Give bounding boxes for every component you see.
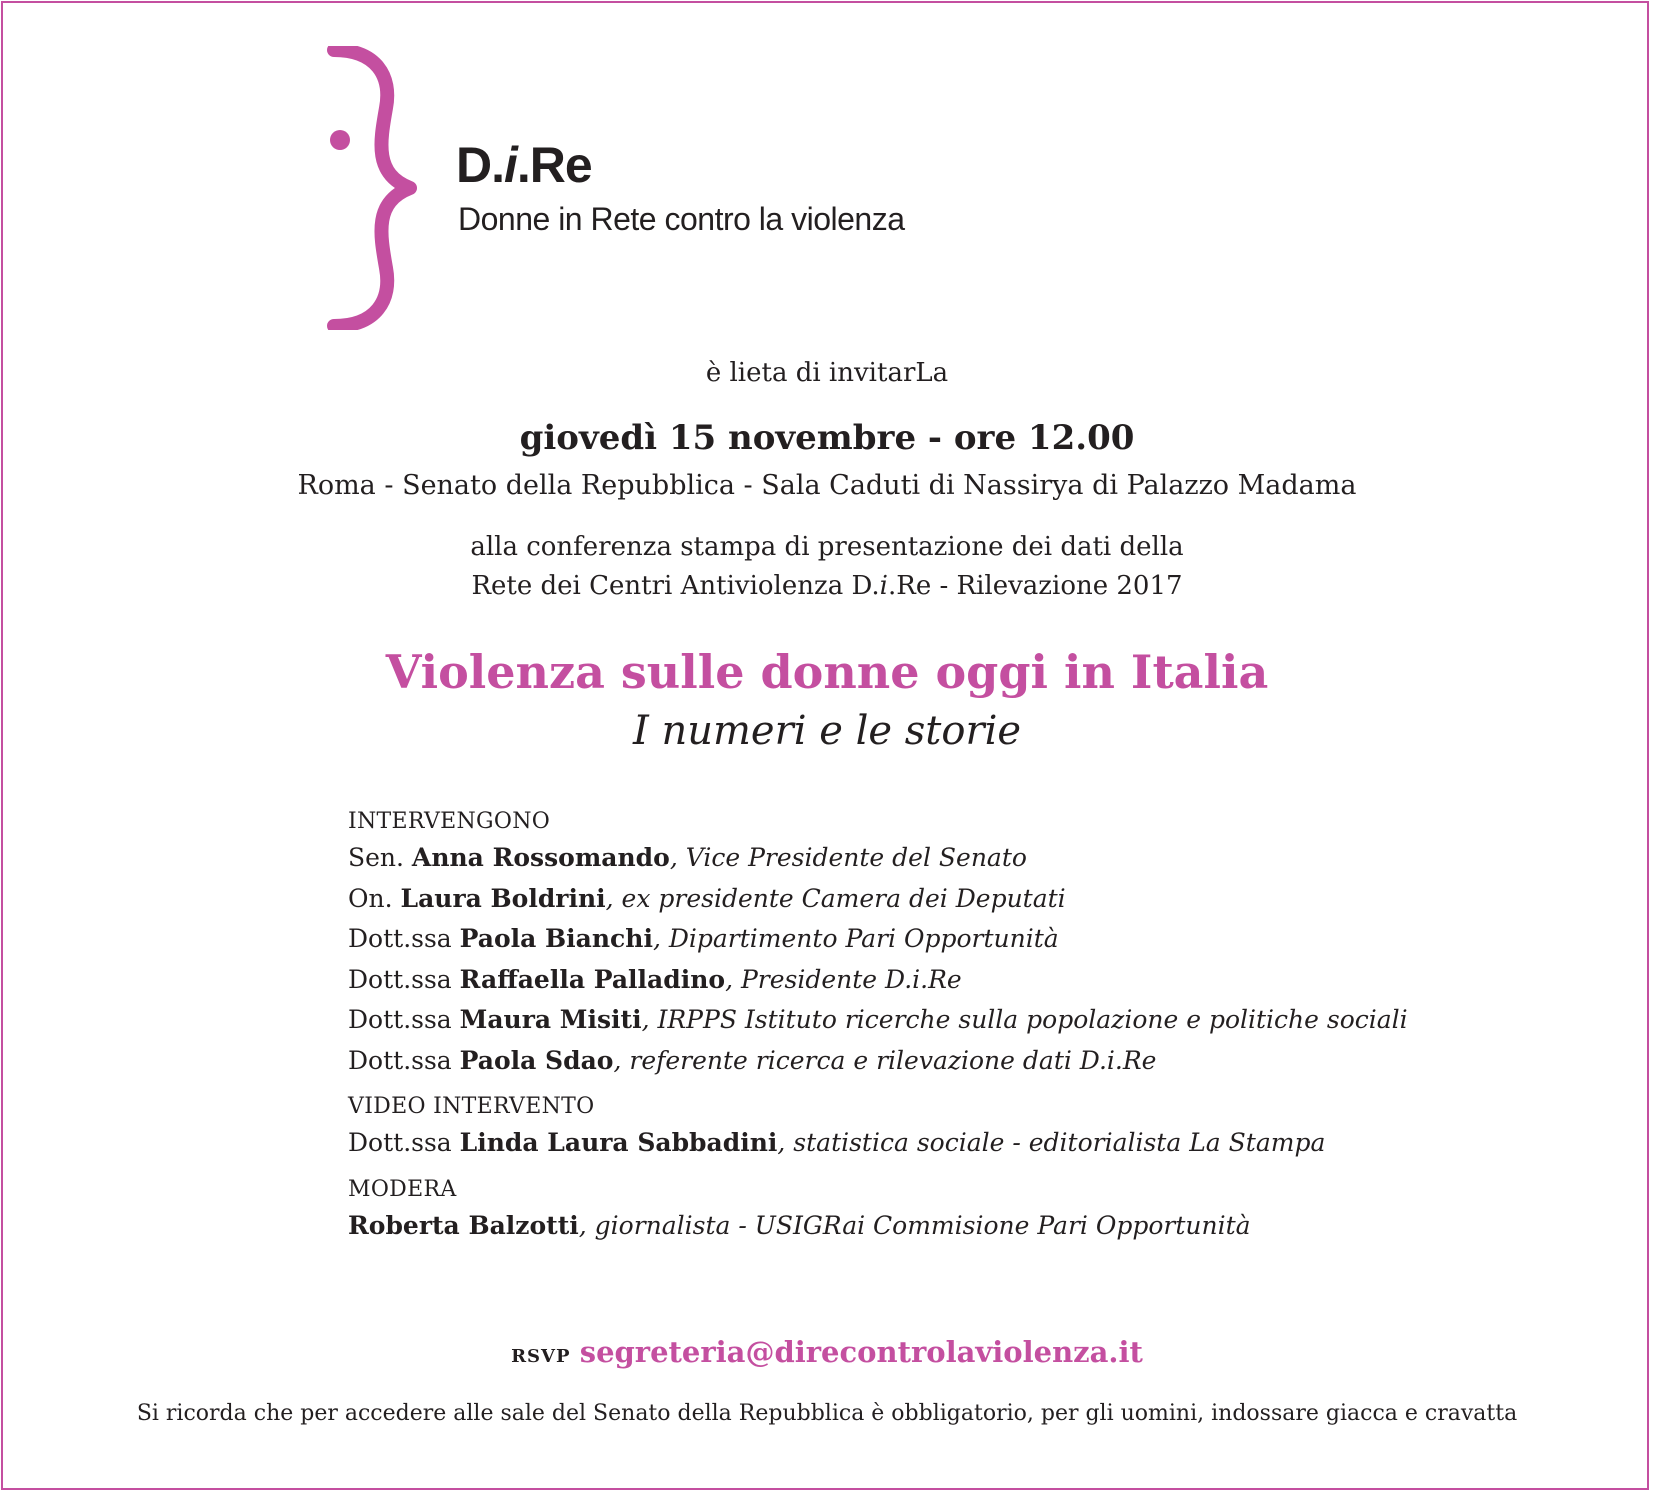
rsvp-line — [0, 1335, 1654, 1369]
dress-code-note: Si ricorda che per accedere alle sale del Senato della Repubblica è obbligatorio, per gli uomini, indossare giacca e cravatta — [136, 1401, 1518, 1426]
speaker-role: , giornalista - USIGRai Commisione Pari Opportunità — [578, 1210, 1251, 1240]
speaker-name: Paola Sdao — [459, 1045, 614, 1075]
speaker-name: Raffaella Palladino — [459, 964, 726, 994]
event-date: giovedì 15 novembre - ore 12.00 — [519, 418, 1135, 458]
speaker-role: , statistica sociale - editorialista La Stampa — [777, 1128, 1326, 1157]
bracket-dot-logo-icon — [318, 46, 428, 330]
speaker-role: , Dipartimento Pari Opportunità — [652, 924, 1059, 953]
speaker-name: Anna Rossomando — [411, 843, 670, 872]
speaker-name: Linda Laura Sabbadini — [459, 1128, 778, 1157]
speaker-role: , Vice Presidente del Senato — [669, 843, 1027, 872]
event-subtitle: I numeri e le storie — [632, 708, 1022, 754]
section-heading: MODERA — [348, 1176, 457, 1202]
speaker-title: Dott.ssa — [348, 1005, 460, 1034]
speaker-title: Dott.ssa — [348, 964, 460, 994]
speaker-entry — [348, 1041, 1408, 1082]
speaker-name: Roberta Balzotti — [348, 1210, 579, 1240]
speaker-title: Sen. — [348, 843, 412, 872]
speaker-title: Dott.ssa — [348, 1045, 460, 1075]
speaker-title: On. — [348, 883, 401, 913]
speaker-entry — [348, 879, 1408, 920]
speaker-name: Maura Misiti — [459, 1005, 642, 1034]
speaker-name: Paola Bianchi — [459, 924, 653, 953]
speaker-entry — [348, 1206, 1408, 1247]
speaker-role: , referente ricerca e rilevazione dati D.i.Re — [613, 1045, 1157, 1075]
event-title: Violenza sulle donne oggi in Italia — [385, 645, 1269, 699]
invite-intro: è lieta di invitarLa — [705, 358, 949, 388]
speaker-entry — [348, 960, 1408, 1001]
speaker-name: Laura Boldrini — [400, 883, 606, 913]
rsvp-label: RSVP — [511, 1346, 571, 1367]
conference-description: alla conferenza stampa di presentazione dei dati della — [470, 532, 1184, 562]
speaker-role: , Presidente D.i.Re — [725, 964, 962, 994]
speaker-entry — [348, 838, 1408, 879]
event-venue: Roma - Senato della Repubblica - Sala Caduti di Nassirya di Palazzo Madama — [297, 470, 1357, 501]
rsvp-email-link[interactable]: segreteria@direcontrolaviolenza.it — [579, 1335, 1143, 1369]
speaker-role: , IRPPS Istituto ricerche sulla popolazione e politiche sociali — [641, 1005, 1408, 1034]
speaker-entry — [348, 1123, 1408, 1164]
speaker-title: Dott.ssa — [348, 1128, 460, 1157]
section-heading: VIDEO INTERVENTO — [348, 1094, 595, 1119]
speaker-entry — [348, 1000, 1408, 1041]
conference-network-line: Rete dei Centri Antiviolenza D.i.Re - Rilevazione 2017 — [471, 571, 1183, 601]
brand-title: D.i.Re — [456, 137, 592, 193]
section-heading: INTERVENGONO — [348, 809, 551, 834]
speaker-program — [348, 806, 1408, 1246]
brand-tagline: Donne in Rete contro la violenza — [458, 201, 905, 237]
speaker-role: , ex presidente Camera dei Deputati — [605, 883, 1066, 913]
speaker-title: Dott.ssa — [348, 924, 460, 953]
speaker-entry — [348, 919, 1408, 960]
